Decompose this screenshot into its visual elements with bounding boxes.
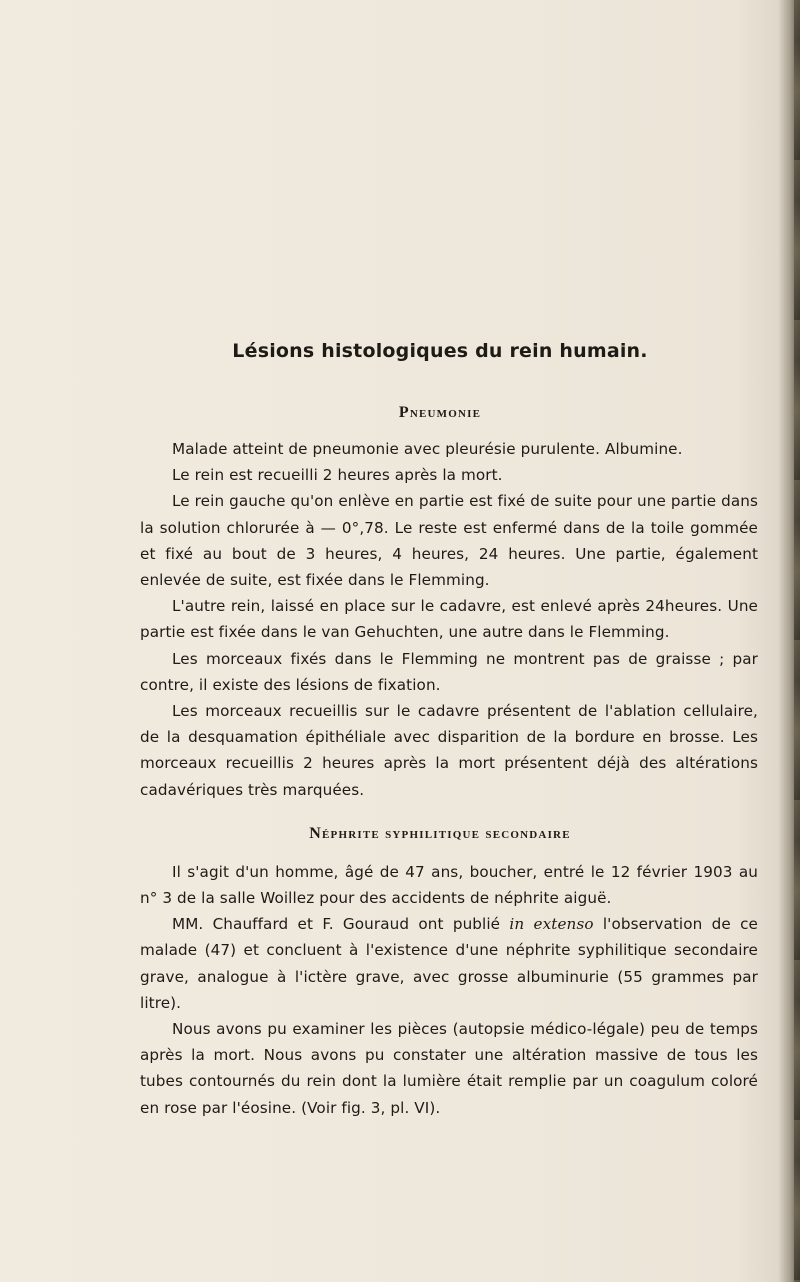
paragraph: Le rein est recueilli 2 heures après la mort.	[172, 466, 503, 485]
section-heading-nephrite: Néphrite syphilitique secondaire	[309, 824, 571, 842]
paragraph: Le rein gauche qu'on enlève en partie est fixé de suite pour une partie dans la solution chlorurée à — 0°,78. Le reste est enfermé dans de la toile gommée et fixé au bout de 3 heures, 4 heures, 24 heures. Une partie, également enlevée de suite, est fixée dans le Flemming.	[140, 492, 758, 590]
paragraph: Les morceaux fixés dans le Flemming ne montrent pas de graisse ; par contre, il existe des lésions de fixation.	[140, 649, 758, 694]
paragraph: Nous avons pu examiner les pièces (autopsie médico-légale) peu de temps après la mort. Nous avons pu constater une altération massive de tous les tubes contournés du rein dont la lumière était remplie par un coagulum coloré en rose par l'éosine. (Voir fig. 3, pl. VI).	[140, 1020, 758, 1117]
chapter-title: Lésions histologiques du rein humain.	[232, 340, 648, 362]
binding-edge	[794, 0, 800, 1282]
italic-text: in extenso	[509, 915, 594, 934]
paragraph: Les morceaux recueillis sur le cadavre présentent de l'ablation cellulaire, de la desquamation épithéliale avec disparition de la bordure en brosse. Les morceaux recueillis 2 heures après la mort présentent déjà des altérations cadavériques très marquées.	[140, 702, 758, 799]
text-body	[140, 338, 758, 1121]
paragraph-observation	[140, 911, 758, 1016]
paragraph-text: MM. Chauffard et F. Gouraud ont publié	[172, 915, 510, 934]
paragraph-text: l'observation de ce malade (47) et concluent à l'existence d'une néphrite syphilitique secondaire grave, analogue à l'ictère grave, avec grosse albuminurie (55 grammes par litre).	[140, 915, 758, 1012]
paragraph: Malade atteint de pneumonie avec pleurésie purulente. Albumine.	[172, 440, 683, 458]
paragraph: Il s'agit d'un homme, âgé de 47 ans, boucher, entré le 12 février 1903 au n° 3 de la salle Woillez pour des accidents de néphrite aiguë.	[140, 862, 758, 908]
paragraph: L'autre rein, laissé en place sur le cadavre, est enlevé après 24heures. Une partie est fixée dans le van Gehuchten, une autre dans le Flemming.	[140, 597, 758, 642]
section-heading-pneumonie: Pneumonie	[398, 404, 482, 421]
